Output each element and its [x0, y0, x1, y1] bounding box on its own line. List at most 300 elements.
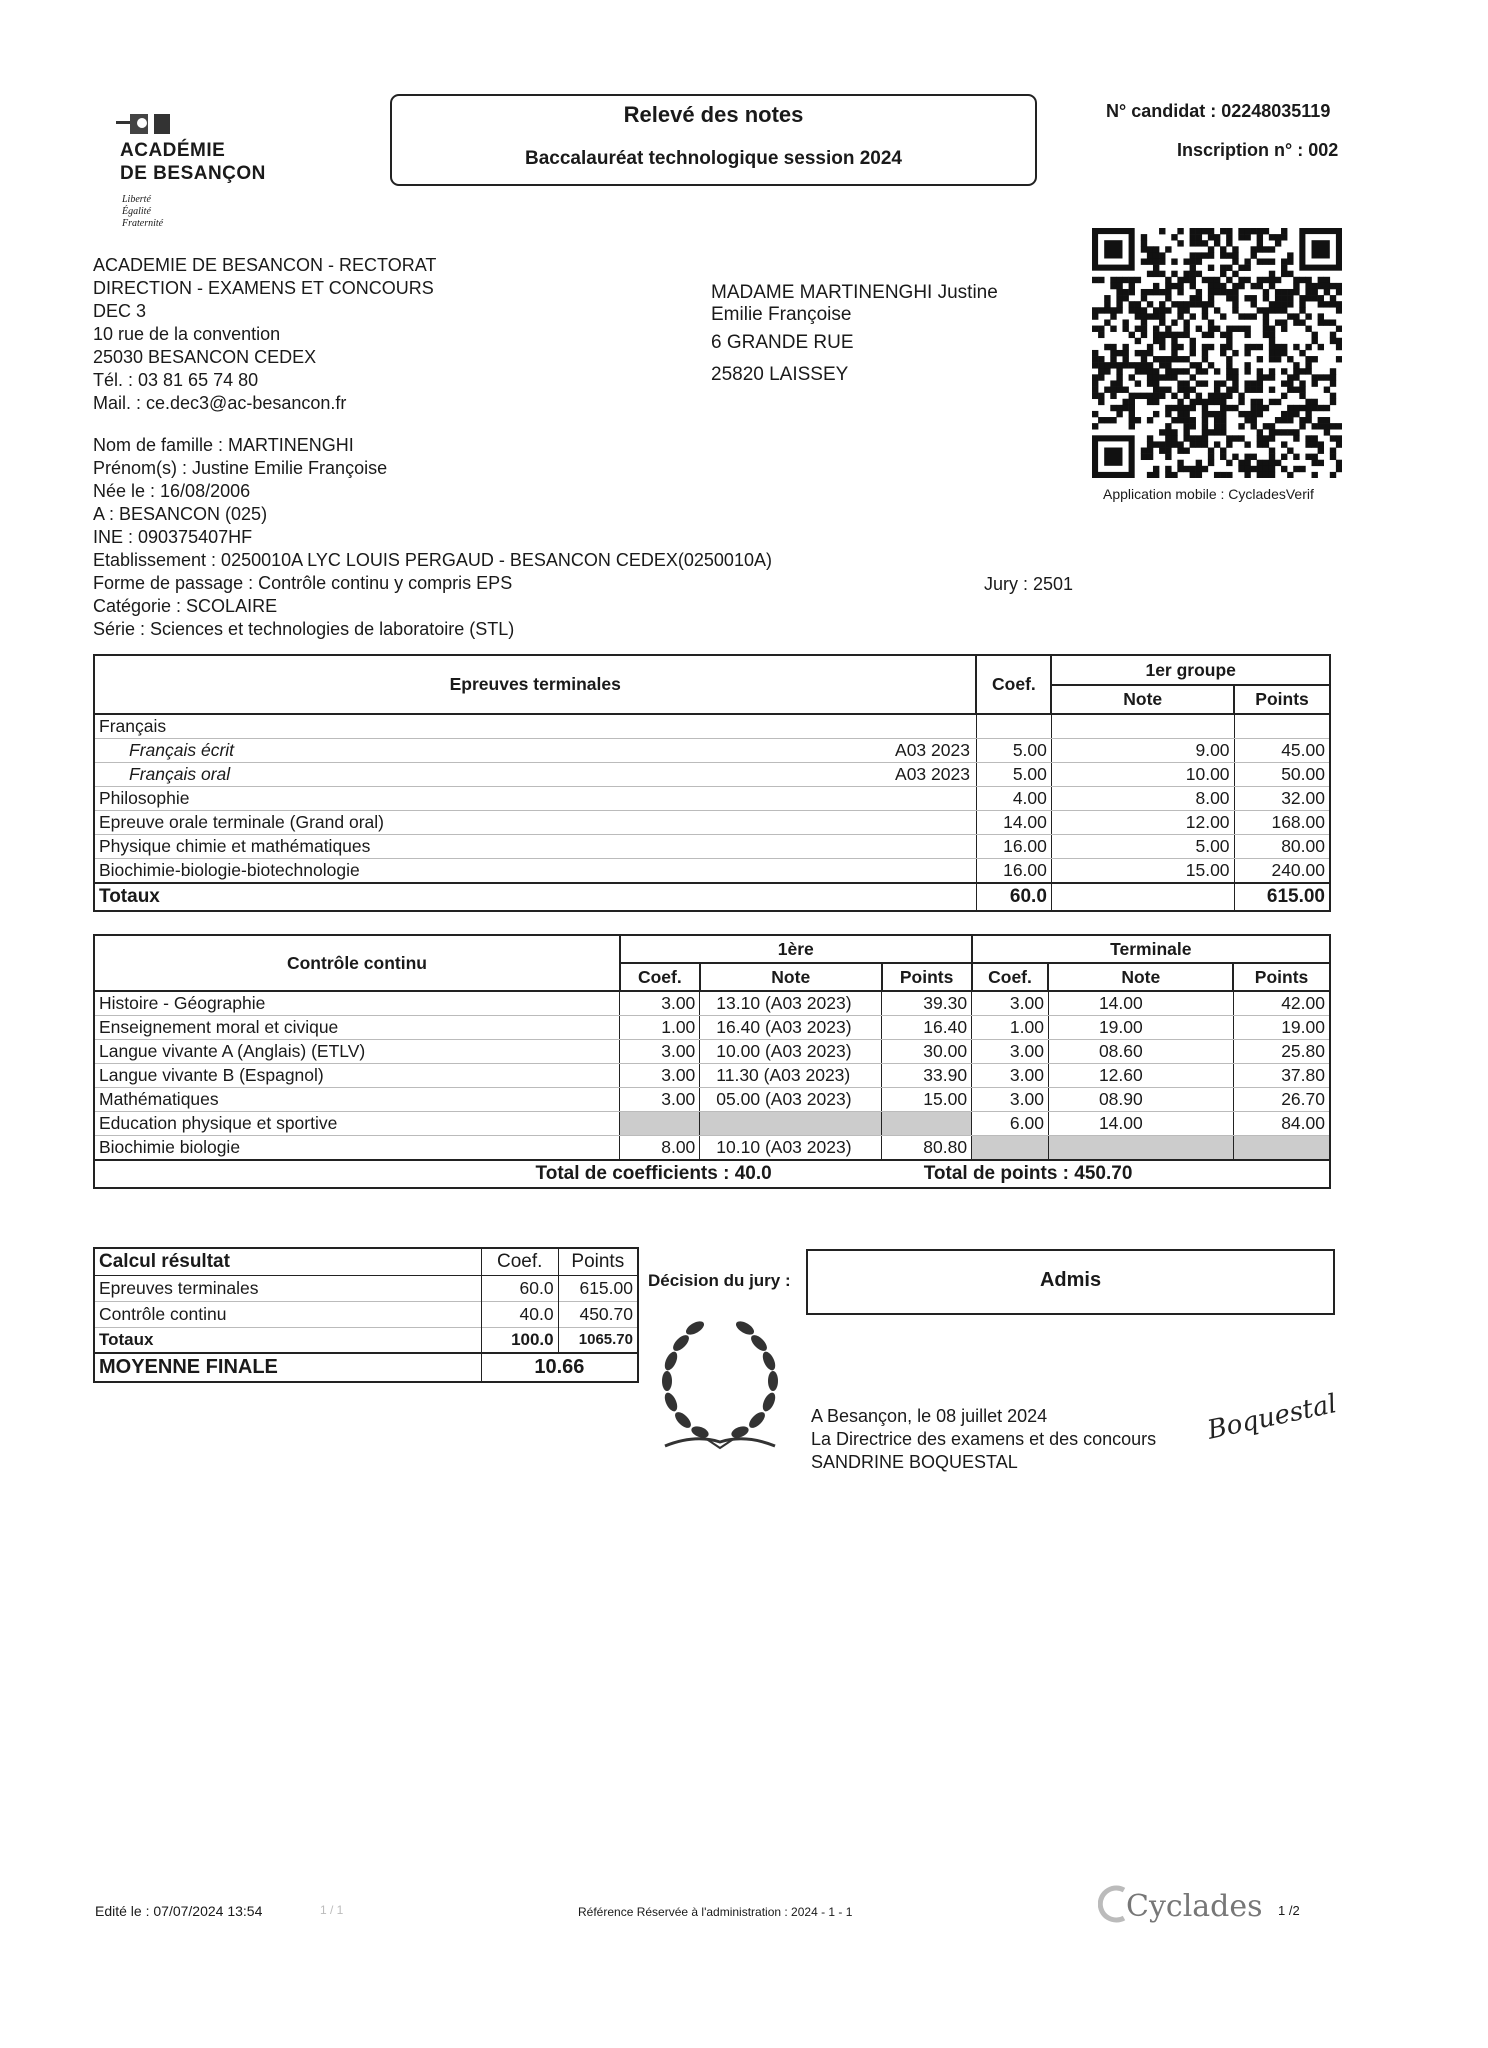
qr-module	[1257, 399, 1263, 405]
qr-module	[1281, 441, 1287, 447]
qr-module	[1141, 393, 1147, 399]
qr-module	[1165, 448, 1171, 454]
qr-module	[1220, 252, 1226, 258]
qr-module	[1177, 380, 1183, 386]
qr-module	[1263, 460, 1269, 466]
qr-module	[1287, 374, 1293, 380]
decision-box	[806, 1249, 1335, 1315]
qr-module	[1129, 332, 1135, 338]
qr-module	[1196, 295, 1202, 301]
qr-module	[1202, 399, 1208, 405]
qr-module	[1116, 411, 1122, 417]
qr-module	[1177, 399, 1183, 405]
document-title: Relevé des notes	[623, 102, 804, 127]
qr-module	[1147, 368, 1153, 374]
qr-module	[1141, 295, 1147, 301]
qr-module	[1244, 332, 1250, 338]
qr-module	[1226, 252, 1232, 258]
qr-module	[1159, 271, 1165, 277]
qr-module	[1275, 417, 1281, 423]
qr-module	[1293, 319, 1299, 325]
cc-row	[94, 1136, 1330, 1161]
qr-module	[1312, 374, 1318, 380]
qr-module	[1293, 435, 1299, 441]
qr-module	[1226, 265, 1232, 271]
cc-row-p1: 30.00	[882, 1040, 972, 1064]
qr-module	[1092, 313, 1098, 319]
qr-module	[1190, 271, 1196, 277]
qr-module	[1226, 387, 1232, 393]
qr-module	[1177, 277, 1183, 283]
qr-module	[1281, 411, 1287, 417]
qr-module	[1183, 466, 1189, 472]
qr-module	[1153, 356, 1159, 362]
qr-module	[1299, 393, 1305, 399]
qr-module	[1141, 258, 1147, 264]
cc-total-coefficients: Total de coefficients : 40.0	[535, 1163, 772, 1184]
qr-module	[1110, 380, 1116, 386]
qr-module	[1238, 228, 1244, 234]
terminal-row-label: Epreuve orale terminale (Grand oral)	[99, 812, 384, 832]
qr-module	[1177, 307, 1183, 313]
qr-module	[1336, 435, 1342, 441]
terminal-row	[94, 763, 1330, 787]
qr-module	[1171, 393, 1177, 399]
qr-module	[1318, 423, 1324, 429]
qr-module	[1275, 234, 1281, 240]
cc-row-c2: 3.00	[972, 991, 1049, 1016]
qr-module	[1220, 289, 1226, 295]
qr-module	[1159, 362, 1165, 368]
qr-module	[1171, 435, 1177, 441]
qr-module	[1153, 265, 1159, 271]
qr-module	[1269, 234, 1275, 240]
qr-module	[1232, 301, 1238, 307]
qr-module	[1305, 368, 1311, 374]
qr-module	[1244, 417, 1250, 423]
qr-module	[1104, 307, 1110, 313]
qr-module	[1312, 435, 1318, 441]
qr-module	[1110, 356, 1116, 362]
qr-module	[1226, 338, 1232, 344]
qr-module	[1220, 228, 1226, 234]
qr-module	[1336, 356, 1342, 362]
qr-module	[1159, 429, 1165, 435]
qr-module	[1208, 252, 1214, 258]
qr-module	[1165, 454, 1171, 460]
qr-module	[1214, 429, 1220, 435]
qr-module	[1220, 411, 1226, 417]
qr-module	[1214, 307, 1220, 313]
qr-module	[1293, 289, 1299, 295]
qr-module	[1208, 234, 1214, 240]
qr-module	[1135, 277, 1141, 283]
qr-module	[1281, 301, 1287, 307]
qr-module	[1208, 265, 1214, 271]
qr-module	[1122, 387, 1128, 393]
cc-points2-header: Points	[1233, 963, 1330, 991]
qr-module	[1275, 356, 1281, 362]
footer-page-mark: 1 / 1	[320, 1903, 344, 1917]
qr-module	[1257, 405, 1263, 411]
qr-module	[1183, 307, 1189, 313]
qr-module	[1135, 393, 1141, 399]
qr-module	[1214, 368, 1220, 374]
result-total-points: 1065.70	[578, 1331, 633, 1349]
qr-module	[1165, 429, 1171, 435]
qr-module	[1208, 460, 1214, 466]
qr-module	[1147, 441, 1153, 447]
qr-module	[1281, 258, 1287, 264]
qr-module	[1305, 356, 1311, 362]
qr-module	[1116, 301, 1122, 307]
terminal-row-label-cell	[94, 787, 976, 811]
qr-module	[1141, 448, 1147, 454]
cc-points1-header: Points	[882, 963, 972, 991]
qr-module	[1257, 258, 1263, 264]
identity-line: Catégorie : SCOLAIRE	[93, 596, 278, 616]
qr-module	[1244, 234, 1250, 240]
qr-module	[1110, 417, 1116, 423]
cc-row-label: Histoire - Géographie	[94, 991, 620, 1016]
qr-module	[1226, 405, 1232, 411]
qr-module	[1263, 472, 1269, 478]
qr-module	[1251, 295, 1257, 301]
terminal-row-points: 45.00	[1234, 739, 1330, 763]
qr-module	[1177, 441, 1183, 447]
qr-module	[1232, 380, 1238, 386]
qr-module	[1263, 319, 1269, 325]
qr-module	[1147, 435, 1153, 441]
qr-module	[1129, 393, 1135, 399]
qr-module	[1135, 338, 1141, 344]
qr-module	[1092, 380, 1098, 386]
cc-row-c1: 3.00	[620, 1088, 700, 1112]
qr-module	[1202, 411, 1208, 417]
qr-module	[1135, 326, 1141, 332]
qr-module	[1165, 387, 1171, 393]
qr-module	[1190, 387, 1196, 393]
cc-row-n2: 14.00	[1048, 991, 1233, 1016]
qr-module	[1257, 307, 1263, 313]
qr-module	[1122, 277, 1128, 283]
qr-module	[1165, 423, 1171, 429]
qr-module	[1244, 228, 1250, 234]
qr-module	[1244, 441, 1250, 447]
qr-module	[1098, 393, 1104, 399]
qr-module	[1232, 368, 1238, 374]
qr-module	[1251, 380, 1257, 386]
qr-module	[1263, 258, 1269, 264]
qr-module	[1214, 441, 1220, 447]
qr-module	[1226, 240, 1232, 246]
qr-module	[1214, 277, 1220, 283]
qr-module	[1244, 368, 1250, 374]
qr-module	[1330, 283, 1336, 289]
qr-module	[1092, 393, 1098, 399]
qr-module	[1147, 313, 1153, 319]
cc-row-label: Langue vivante B (Espagnol)	[94, 1064, 620, 1088]
cc-row-p2: 37.80	[1233, 1064, 1330, 1088]
qr-module	[1098, 332, 1104, 338]
qr-module	[1293, 277, 1299, 283]
qr-module	[1263, 313, 1269, 319]
result-row-coef: 40.0	[481, 1301, 558, 1327]
qr-module	[1202, 417, 1208, 423]
qr-module	[1305, 417, 1311, 423]
qr-module	[1147, 252, 1153, 258]
qr-module	[1165, 307, 1171, 313]
qr-module	[1232, 289, 1238, 295]
cc-row-c2: 3.00	[972, 1088, 1049, 1112]
terminal-row-note: 8.00	[1051, 787, 1234, 811]
qr-module	[1110, 277, 1116, 283]
qr-module	[1147, 362, 1153, 368]
qr-module	[1165, 362, 1171, 368]
qr-module	[1159, 289, 1165, 295]
qr-module	[1208, 289, 1214, 295]
cc-note2-header: Note	[1048, 963, 1233, 991]
qr-finder-pattern	[1299, 228, 1342, 271]
terminal-row-coef: 14.00	[976, 811, 1051, 835]
terminal-row-note: 5.00	[1051, 835, 1234, 859]
qr-module	[1232, 246, 1238, 252]
qr-module	[1165, 405, 1171, 411]
qr-module	[1275, 289, 1281, 295]
qr-module	[1141, 326, 1147, 332]
qr-module	[1190, 417, 1196, 423]
qr-module	[1275, 240, 1281, 246]
qr-module	[1293, 429, 1299, 435]
qr-module	[1177, 240, 1183, 246]
qr-module	[1159, 228, 1165, 234]
qr-module	[1196, 368, 1202, 374]
qr-module	[1183, 417, 1189, 423]
cc-row-c2: 6.00	[972, 1112, 1049, 1136]
qr-module	[1190, 228, 1196, 234]
qr-module	[1269, 368, 1275, 374]
qr-module	[1208, 344, 1214, 350]
qr-module	[1190, 350, 1196, 356]
qr-module	[1190, 234, 1196, 240]
qr-module	[1220, 380, 1226, 386]
qr-module	[1305, 295, 1311, 301]
qr-module	[1244, 258, 1250, 264]
qr-module	[1177, 387, 1183, 393]
qr-module	[1257, 240, 1263, 246]
qr-module	[1196, 252, 1202, 258]
qr-module	[1324, 301, 1330, 307]
qr-module	[1318, 441, 1324, 447]
qr-module	[1196, 441, 1202, 447]
qr-module	[1232, 387, 1238, 393]
qr-module	[1104, 344, 1110, 350]
qr-module	[1147, 448, 1153, 454]
terminal-row-session: A03 2023	[895, 740, 970, 760]
qr-module	[1171, 350, 1177, 356]
qr-module	[1330, 435, 1336, 441]
qr-module	[1214, 240, 1220, 246]
qr-module	[1336, 283, 1342, 289]
qr-module	[1135, 301, 1141, 307]
qr-module	[1104, 368, 1110, 374]
qr-module	[1153, 380, 1159, 386]
qr-module	[1336, 301, 1342, 307]
terminal-row-note: 12.00	[1051, 811, 1234, 835]
qr-module	[1220, 399, 1226, 405]
qr-module	[1318, 283, 1324, 289]
qr-module	[1159, 332, 1165, 338]
qr-module	[1244, 387, 1250, 393]
qr-module	[1336, 326, 1342, 332]
recipient-line: 6 GRANDE RUE	[711, 332, 854, 353]
qr-module	[1153, 387, 1159, 393]
qr-module	[1129, 399, 1135, 405]
qr-module	[1281, 417, 1287, 423]
qr-module	[1269, 472, 1275, 478]
qr-module	[1208, 448, 1214, 454]
terminal-row	[94, 811, 1330, 835]
qr-module	[1244, 380, 1250, 386]
signature-scribble: Boquestal	[1204, 1389, 1340, 1446]
recipient-address	[711, 278, 998, 391]
qr-module	[1177, 283, 1183, 289]
qr-module	[1141, 234, 1147, 240]
qr-module	[1281, 228, 1287, 234]
qr-module	[1190, 283, 1196, 289]
cc-row-label: Enseignement moral et civique	[94, 1016, 620, 1040]
qr-module	[1287, 295, 1293, 301]
qr-module	[1226, 295, 1232, 301]
qr-module	[1165, 295, 1171, 301]
qr-module	[1336, 344, 1342, 350]
qr-module	[1196, 393, 1202, 399]
cc-row	[94, 1088, 1330, 1112]
qr-module	[1238, 399, 1244, 405]
qr-module	[1299, 277, 1305, 283]
footer-reference: Référence Réservée à l'administration : 2024 - 1 - 1	[578, 1905, 853, 1919]
qr-module	[1269, 307, 1275, 313]
qr-module	[1244, 454, 1250, 460]
qr-module	[1092, 423, 1098, 429]
cc-row-c1	[620, 1112, 700, 1136]
qr-module	[1202, 307, 1208, 313]
qr-module	[1281, 454, 1287, 460]
identity-line: A : BESANCON (025)	[93, 504, 268, 524]
qr-module	[1238, 393, 1244, 399]
terminal-total-note-empty	[1051, 883, 1234, 911]
qr-module	[1202, 344, 1208, 350]
qr-module	[1257, 374, 1263, 380]
qr-module	[1116, 307, 1122, 313]
qr-module	[1293, 374, 1299, 380]
qr-module	[1098, 356, 1104, 362]
qr-module	[1251, 417, 1257, 423]
qr-module	[1318, 460, 1324, 466]
qr-module	[1165, 368, 1171, 374]
qr-module	[1190, 240, 1196, 246]
qr-module	[1202, 301, 1208, 307]
qr-module	[1263, 423, 1269, 429]
qr-module	[1135, 417, 1141, 423]
qr-module	[1293, 466, 1299, 472]
qr-module	[1135, 362, 1141, 368]
qr-module	[1312, 405, 1318, 411]
qr-module	[1110, 283, 1116, 289]
qr-module	[1287, 387, 1293, 393]
qr-module	[1330, 368, 1336, 374]
qr-module	[1318, 417, 1324, 423]
qr-module	[1171, 234, 1177, 240]
qr-module	[1147, 301, 1153, 307]
qr-module	[1165, 466, 1171, 472]
qr-module	[1232, 435, 1238, 441]
qr-module	[1129, 301, 1135, 307]
qr-module	[1183, 411, 1189, 417]
cc-row-p1: 33.90	[882, 1064, 972, 1088]
logo-motto-3: Fraternité	[122, 218, 164, 229]
qr-module	[1129, 411, 1135, 417]
qr-module	[1220, 350, 1226, 356]
qr-module	[1165, 374, 1171, 380]
qr-module	[1116, 362, 1122, 368]
decision-value: Admis	[1039, 1269, 1102, 1291]
terminal-row	[94, 714, 1330, 739]
qr-module	[1269, 429, 1275, 435]
qr-module	[1122, 319, 1128, 325]
terminal-row-coef: 5.00	[976, 739, 1051, 763]
identity-line: Nom de famille : MARTINENGHI	[93, 435, 354, 455]
qr-module	[1263, 466, 1269, 472]
qr-module	[1165, 332, 1171, 338]
logo-line2: DE BESANÇON	[120, 163, 266, 184]
qr-module	[1269, 283, 1275, 289]
qr-module	[1183, 356, 1189, 362]
qr-module	[1336, 289, 1342, 295]
qr-module	[1226, 435, 1232, 441]
qr-module	[1110, 405, 1116, 411]
qr-module	[1238, 460, 1244, 466]
qr-module	[1153, 466, 1159, 472]
qr-module	[1220, 313, 1226, 319]
qr-module	[1226, 356, 1232, 362]
qr-module	[1171, 332, 1177, 338]
qr-module	[1129, 283, 1135, 289]
qr-module	[1196, 301, 1202, 307]
qr-module	[1122, 399, 1128, 405]
qr-module	[1330, 423, 1336, 429]
qr-module	[1177, 301, 1183, 307]
qr-module	[1153, 258, 1159, 264]
qr-finder-pattern	[1092, 228, 1135, 271]
qr-module	[1336, 423, 1342, 429]
terminal-row-note: 9.00	[1051, 739, 1234, 763]
qr-module	[1116, 289, 1122, 295]
qr-module	[1293, 387, 1299, 393]
terminal-row-coef: 16.00	[976, 835, 1051, 859]
qr-module	[1196, 435, 1202, 441]
qr-module	[1208, 283, 1214, 289]
qr-module	[1129, 289, 1135, 295]
qr-module	[1324, 405, 1330, 411]
qr-module	[1257, 228, 1263, 234]
qr-module	[1208, 393, 1214, 399]
qr-module	[1147, 350, 1153, 356]
qr-module	[1153, 368, 1159, 374]
terminal-row-points: 240.00	[1234, 859, 1330, 884]
sender-line: DIRECTION - EXAMENS ET CONCOURS	[93, 278, 434, 298]
qr-module	[1244, 466, 1250, 472]
